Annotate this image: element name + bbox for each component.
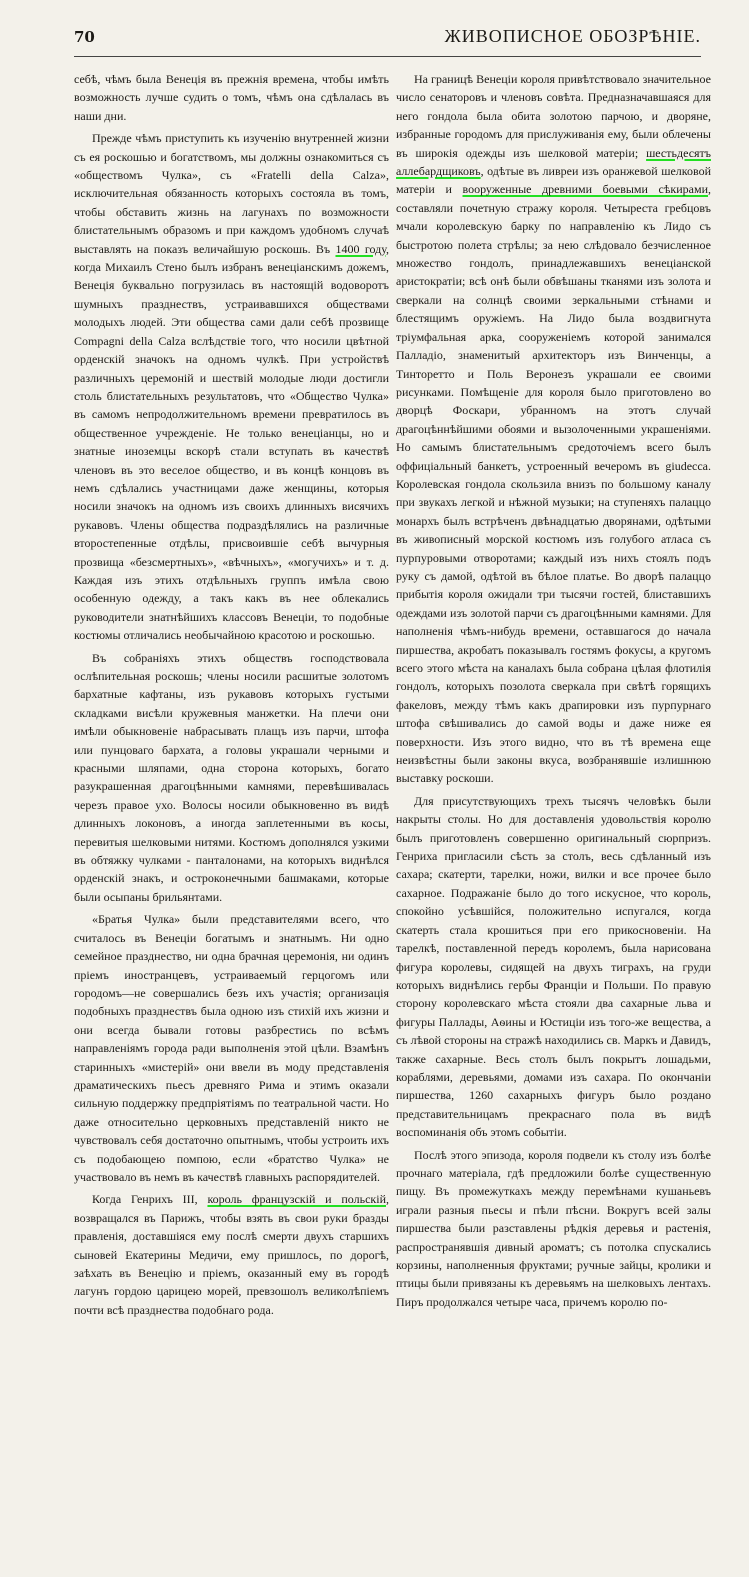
paragraph-text: Прежде чѣмъ приступить къ изученію внутренней жизни съ ея роскошью и богатствомъ, мы должны ознакомиться съ «обществомъ Чулка», съ «Fratelli della Calza», исключительная обязанность которыхъ состояла въ томъ, чтобы обставить жизнь на лагунахъ по возможности блистательнымъ образомъ и при каждомъ удобномъ случаѣ выставлять на показъ величайшую роскошь. Въ	[74, 131, 389, 256]
paragraph-text: На границѣ Венеціи короля привѣтствовало значительное число сенаторовъ и членовъ совѣта. Предназначавшаяся для него гондола была обита золотою парчою, и дворяне, избранные городомъ для прислуживанія ему, были облечены въ широкія одежды изъ шелковой матеріи;	[396, 72, 711, 160]
paragraph-text: , когда Михаилъ Стено былъ избранъ венеціанскимъ дожемъ, Венеція буквально погрузилась въ настоящій водоворотъ шумныхъ празднествъ, устраивавшихся обществами молодыхъ людей. Эти общества сами дали себѣ прозвище Compagni della Calza вслѣдствіе того, что носили цвѣтной орденскій значокъ на одномъ чулкѣ. При устройствѣ различныхъ церемоній и шествій молодые люди достигли столь блистательныхъ результатовъ, что «Общество Чулка» въ самомъ непродолжительномъ времени превратилось въ общественное учрежденіе. Не только венеціанцы, но и знатные иноземцы вскорѣ стали вступать въ качествѣ членовъ въ это веселое общество, и въ концѣ концовъ въ немъ сдѣлались участницами даже женщины, которыя носили значокъ на одномъ изъ своихъ длинныхъ висячихъ рукавовъ. Члены общества подраздѣлялись на различные второстепенные отдѣлы, присвоившіе себѣ вычурныя прозвища «безсмертныхъ», «вѣчныхъ», «могучихъ» и т. д. Каждая изъ этихъ отдѣльныхъ группъ имѣла свою особенную одежду, а такъ какъ въ нее облекались руководители знатнѣйшихъ классовъ Венеціи, то подобные костюмы отличались необычайною красотою и роскошью.	[74, 241, 389, 643]
paragraph-text: себѣ, чѣмъ была Венеція въ прежнія времена, чтобы имѣть возможность лучше судить о томъ, чѣмъ она сдѣлалась въ наши дни.	[74, 72, 389, 123]
highlighted-phrase: шестьдесятъ аллебардщиковъ	[396, 145, 711, 179]
paragraph	[74, 70, 389, 125]
paragraph	[396, 1146, 711, 1312]
journal-title: ЖИВОПИСНОЕ ОБОЗРѢНІЕ.	[444, 26, 701, 46]
page-number: 70	[74, 28, 95, 46]
paragraph	[74, 649, 389, 907]
paragraph	[396, 70, 711, 788]
paragraph-text: , составляли почетную стражу короля. Четыреста гребцовъ мчали королевскую барку по направленію къ Лидо съ быстротою полета стрѣлы; за нею слѣдовало безчисленное множество гондолъ, принадлежавшихъ венеціанской аристократіи; всѣ онѣ были обвѣшаны тканями изъ золота и сверкали на солнцѣ своими зеркальными стѣнами и блестящимъ оружіемъ. На Лидо была воздвигнута тріумфальная арка, сооруженіемъ которой занимался Палладіо, знаменитый архитекторъ изъ Винченцы, а Тинторетто и Поль Веронезъ украшали ее своими рисунками. Помѣщеніе для короля было приготовлено во дворцѣ Фоскари, убранномъ на этотъ случай драгоцѣннѣйшими обоями и вызолоченными украшеніями. Но самымъ блистательнымъ средоточіемъ всего былъ оффиціальный банкетъ, устроенный вечеромъ въ giudecca. Королевская гондола скользила внизъ по большому каналу при звукахъ легкой и нѣжной музыки; на ступеняхъ палаццо монархъ былъ встрѣченъ двѣнадцатью дворянами, одѣтыми въ живописный морской костюмъ изъ голубого атласа съ пурпуровыми отворотами; каждый изъ нихъ стоялъ подъ руку съ дамой, одѣтой въ бѣлое платье. Во дворѣ палаццо прибытія короля ожидали три тысячи гостей, блиставшихъ одеждами изъ золотой парчи съ драгоцѣнными камнями. Для наполненія чѣмъ-нибудь времени, оставшагося до начала пиршества, акробатъ показывалъ гостямъ фокусы, а кругомъ всего этого мѣста на каналахъ была собрана цѣлая флотилія гондолъ, которыхъ позолота сверкала при свѣтѣ горящихъ факеловъ, между тѣмъ какъ драпировки изъ пурпурнаго штофа свѣшивались до самой воды и даже ниже ея поверхности. Изъ этого видно, что въ тѣ времена еще неизвѣстны были законы вкуса, возбранявшіе излишнюю выставку роскоши.	[396, 182, 711, 786]
right-column	[396, 70, 711, 1315]
paragraph-text: , возвращался въ Парижъ, чтобы взять въ свои руки бразды правленія, доставшіяся ему послѣ смерти двухъ старшихъ сыновей Екатерины Медичи, ему пришлось, по дорогѣ, заѣхать въ Венецію и пріемъ, оказанный ему въ городѣ лагунъ гордою царицею морей, превзошолъ великолѣпіемъ почти всѣ празднества подобнаго рода.	[74, 1192, 389, 1317]
highlighted-phrase: вооруженные древними боевыми сѣкирами	[462, 182, 708, 197]
paragraph-text: Послѣ этого эпизода, короля подвели къ столу изъ болѣе прочнаго матеріала, гдѣ предложили болѣе существенную пищу. Въ промежуткахъ между перемѣнами кушаньевъ играли разныя пьесы и пѣли пѣсни. Вокругъ всей залы пиршества были разставлены рѣдкія деревья и растенія, распространявшія дивный ароматъ; съ потолка спускались корзины, наполненныя фруктами; ручные зайцы, кролики и птицы были привязаны къ деревьямъ на шелковыхъ лентахъ. Пиръ продолжался четыре часа, причемъ королю по-	[396, 1147, 711, 1309]
paragraph	[74, 910, 389, 1186]
highlighted-phrase: 1400 году	[335, 241, 386, 256]
paragraph	[396, 792, 711, 1142]
paragraph-text: «Братья Чулка» были представителями всего, что считалось въ Венеціи богатымъ и знатнымъ. Ни одно семейное празднество, ни одна брачная церемонія, ни одинъ пріемъ иностранцевъ, устраиваемый герцогомъ или городомъ—не совершались безъ ихъ участія; организація подобныхъ празднествъ была одною изъ стихій ихъ жизни и они всегда бывали готовы разбрестись по всѣмъ направленіямъ города ради выполненія этой цѣли. Взамѣнъ старинныхъ «мистерій» они ввели въ моду представленія драматическихъ пьесъ древняго Рима и этимъ оказали сильную поддержку предпріятіямъ по театральной части. Но даже относительно церковныхъ представленій никто не чувствовалъ себя достаточно опытнымъ, чтобы устроить ихъ съ подобающею помпою, если «братство Чулка» не участвовало въ немъ въ качествѣ главныхъ распорядителей.	[74, 912, 389, 1184]
paragraph	[74, 1190, 389, 1319]
left-column	[74, 70, 389, 1323]
header-rule	[74, 56, 701, 57]
highlighted-phrase: король французскій и польскій	[207, 1192, 386, 1207]
page-header	[74, 26, 701, 56]
paragraph-text: Когда Генрихъ III,	[92, 1192, 208, 1207]
paragraph	[74, 129, 389, 644]
paragraph-text: Для присутствующихъ трехъ тысячъ человѣкъ были накрыты столы. Но для доставленія удовольствія королю былъ приготовленъ совершенно оригинальный сюрпризъ. Генриха пригласили сѣсть за столъ, весь сдѣланный изъ сахара; скатерти, тарелки, ножи, вилки и все прочее было сахарное. Подражаніе было до того искусное, что король, спокойно усѣвшійся, положительно испугался, когда скатерть стала крошиться при его прикосновеніи. На тарелкѣ, поставленной передъ королемъ, была нарисована фигура королевы, сидящей на двухъ тиграхъ, на груди которыхъ виднѣлись гербы Франціи и Польши. По правую сторону королевскаго мѣста стояли два сахарные льва и фигуры Паллады, Аѳины и Юстиціи изъ того-же вещества, а съ лѣвой стороны на стражѣ находились св. Маркъ и Давидъ, также сахарные. Весь столъ былъ покрытъ лошадьми, кораблями, деревьями, домами изъ сахара. По окончаніи пиршества, 1260 сахарныхъ фигуръ было роздано представительницамъ прекраснаго пола въ видѣ воспоминанія объ этомъ событіи.	[396, 793, 711, 1140]
paragraph-text: , одѣтые въ ливреи изъ оранжевой шелковой матеріи и	[396, 164, 711, 197]
paragraph-text: Въ собраніяхъ этихъ обществъ господствовала ослѣпительная роскошь; члены носили расшитые золотомъ бархатные кафтаны, изъ рукавовъ которыхъ густыми складками висѣли кружевныя манжетки. На плечи они имѣли обыкновеніе набрасывать плащъ изъ парчи, штофа или пунцоваго бархата, а головы украшали черными и красными шляпами, одна сторона которыхъ, богато разукрашенная драгоцѣнными камнями, перевѣшивалась черезъ правое ухо. Волосы носили обыкновенно въ видѣ длинныхъ локоновъ, а иногда заплетенными въ косы, перевитыя шелковыми нитями. Костюмъ дополнялся узкими въ обтяжку чулками - панталонами, на которыхъ виднѣлся орденскій знакъ, и остроконечными башмаками, которые были осыпаны брильянтами.	[74, 650, 389, 904]
